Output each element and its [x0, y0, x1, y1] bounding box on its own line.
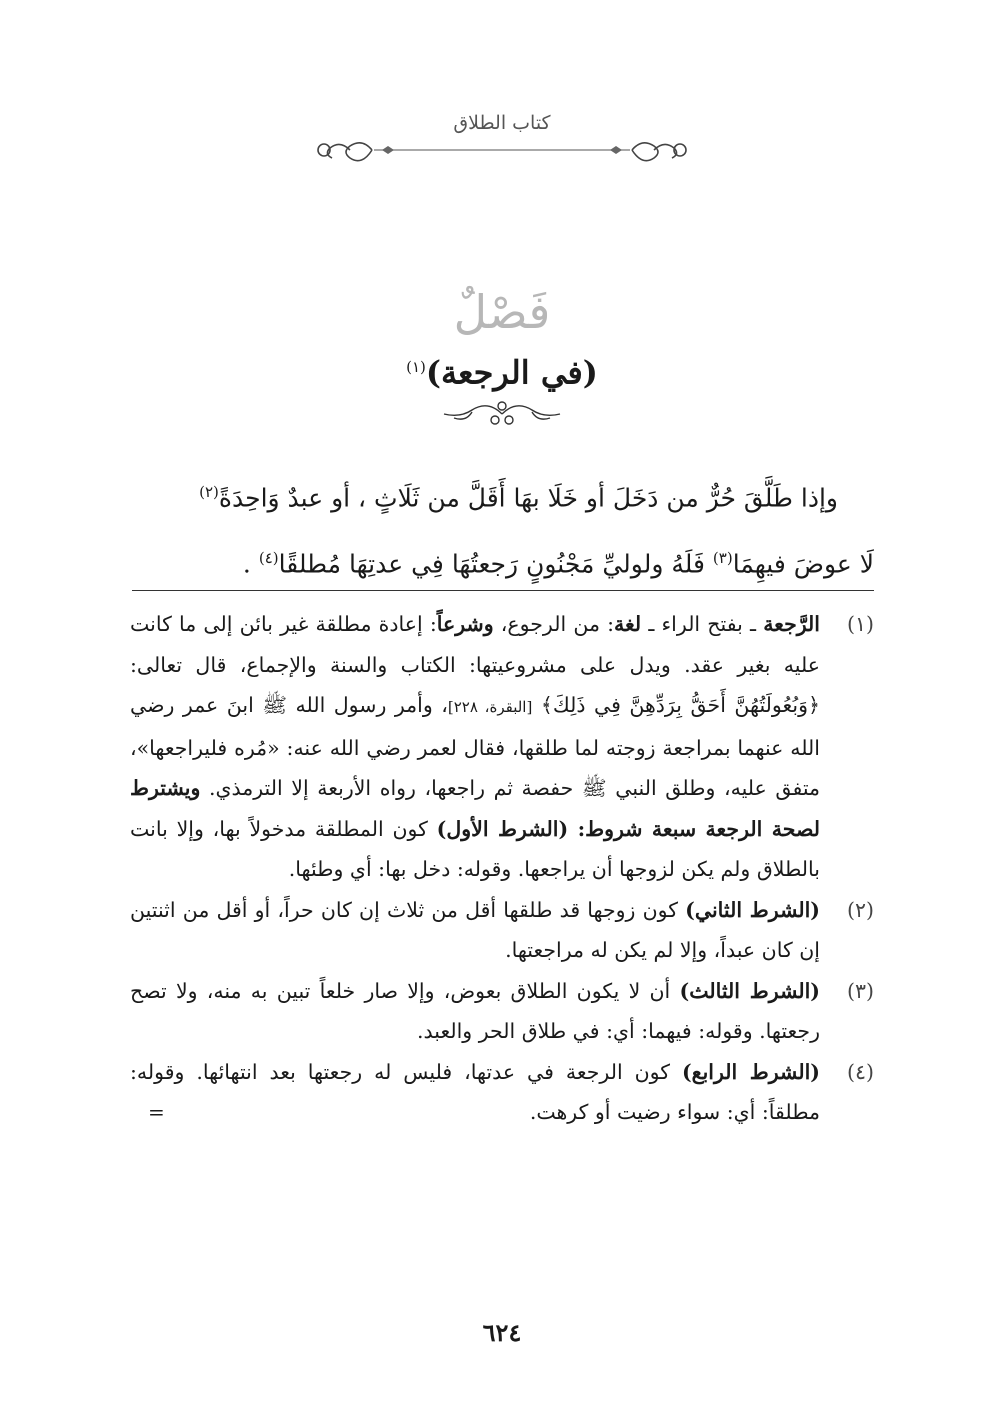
footnote-bold-term: (الشرط الثاني) — [685, 897, 820, 922]
footnote-number: (٢) — [846, 897, 874, 922]
footnote-text: كون زوجها قد طلقها أقل من ثلاث إن كان حراً، أو أقل من اثنتين إن كان عبداً، وإلا لم يكن له مراجعتها. — [130, 897, 820, 962]
footnote-number: (١) — [846, 612, 874, 636]
footnote-text: : من الرجوع، — [493, 612, 615, 636]
footnote-bold-term: الرَّجعة — [763, 612, 820, 636]
footnote-text: أن لا يكون الطلاق بعوض، وإلا صار خلعاً تبين به منه، ولا تصح رجعتها. وقوله: فيهما: أي: في طلاق الحر والعبد. — [130, 978, 820, 1043]
footnote-text: ، وأمر رسول الله ﷺ ابنَ عمر رضي الله عنهما بمراجعة زوجته لما طلقها، فقال لعمر رضي الله عنه: «مُره فليراجعها»، متفق عليه، وطلق النبي ﷺ حفصة ثم راجعها، رواه الأربعة إلا الترمذي. — [130, 693, 820, 800]
footnote-ref-4: (٤) — [258, 549, 279, 568]
running-header-title: كتاب الطلاق — [453, 112, 551, 134]
chapter-subtitle-text: (في الرجعة) — [425, 353, 598, 392]
title-ornament — [437, 394, 567, 432]
footnote-text: كون المطلقة مدخولاً بها، وإلا بانت بالطلاق ولم يكن لزوجها أن يراجعها. وقوله: دخل بها: أي وطئها. — [130, 816, 820, 881]
footnote-number: (٣) — [846, 978, 874, 1003]
footnote-body — [130, 604, 820, 890]
footnote-bold-term: (الشرط الثالث) — [679, 978, 820, 1003]
chapter-heading-fasl: فَصْلٌ — [453, 285, 551, 339]
main-text-line-2 — [130, 528, 874, 594]
footnote-ref-2: (٢) — [199, 483, 219, 501]
footnote-1 — [130, 604, 874, 890]
main-text — [130, 462, 874, 595]
footnote-text: : إعادة مطلقة غير بائن إلى ما كانت عليه بغير عقد. ويدل على مشروعيتها: الكتاب والسنة والإجماع، قال تعالى: ﴿وَبُعُولَتُهُنَّ أَحَقُّ بِرَدِّهِنَّ فِي ذَلِكَ﴾ — [130, 612, 820, 717]
main-text-line-2-b: فَلَهُ ولوليِّ مَجْنُونٍ رَجعتُهَا فِي عدتِهَا مُطلقًا — [278, 549, 713, 579]
header-ornament-divider — [312, 130, 692, 170]
footnote-body — [130, 971, 820, 1052]
footnote-4 — [130, 1052, 874, 1133]
footnote-bold-term: لغة — [614, 612, 642, 636]
main-text-line-2-a: لَا عوضَ فيهِمَا — [732, 549, 874, 579]
footnote-bold-term: وشرعاً — [436, 612, 494, 636]
footnote-body — [130, 1052, 820, 1133]
footnote-divider — [132, 590, 874, 591]
footnote-text: كون الرجعة في عدتها، فليس له رجعتها بعد انتهائها. وقوله: مطلقاً: أي: سواء رضيت أو كرهت. — [130, 1059, 820, 1124]
main-text-line-1 — [130, 462, 874, 528]
footnote-bold-term: (الشرط الرابع) — [681, 1059, 820, 1084]
footnote-continuation-mark: = — [148, 1100, 165, 1124]
footnote-text: ـ بفتح الراء ـ — [641, 612, 764, 636]
main-text-line-2-end: . — [242, 549, 259, 579]
main-text-line-1-content: وإذا طَلَّقَ حُرٌّ من دَخَلَ أو خَلَا بهَا أَقَلَّ من ثَلَاثٍ ، أو عبدٌ وَاحِدَةً — [218, 483, 838, 513]
footnote-ref-1: (١) — [406, 358, 426, 376]
quran-reference: [البقرة، ٢٢٨] — [447, 698, 533, 716]
chapter-subtitle — [0, 342, 1004, 398]
footnote-bold-term: ويشترط لصحة الرجعة سبعة شروط: (الشرط الأول) — [130, 776, 820, 841]
footnote-ref-3: (٣) — [712, 549, 733, 568]
footnote-body — [130, 890, 820, 971]
page-number: ٦٢٤ — [482, 1318, 522, 1347]
footnote-3 — [130, 971, 874, 1052]
footnote-number: (٤) — [846, 1059, 874, 1084]
footnote-2 — [130, 890, 874, 971]
footnotes — [130, 604, 874, 1133]
